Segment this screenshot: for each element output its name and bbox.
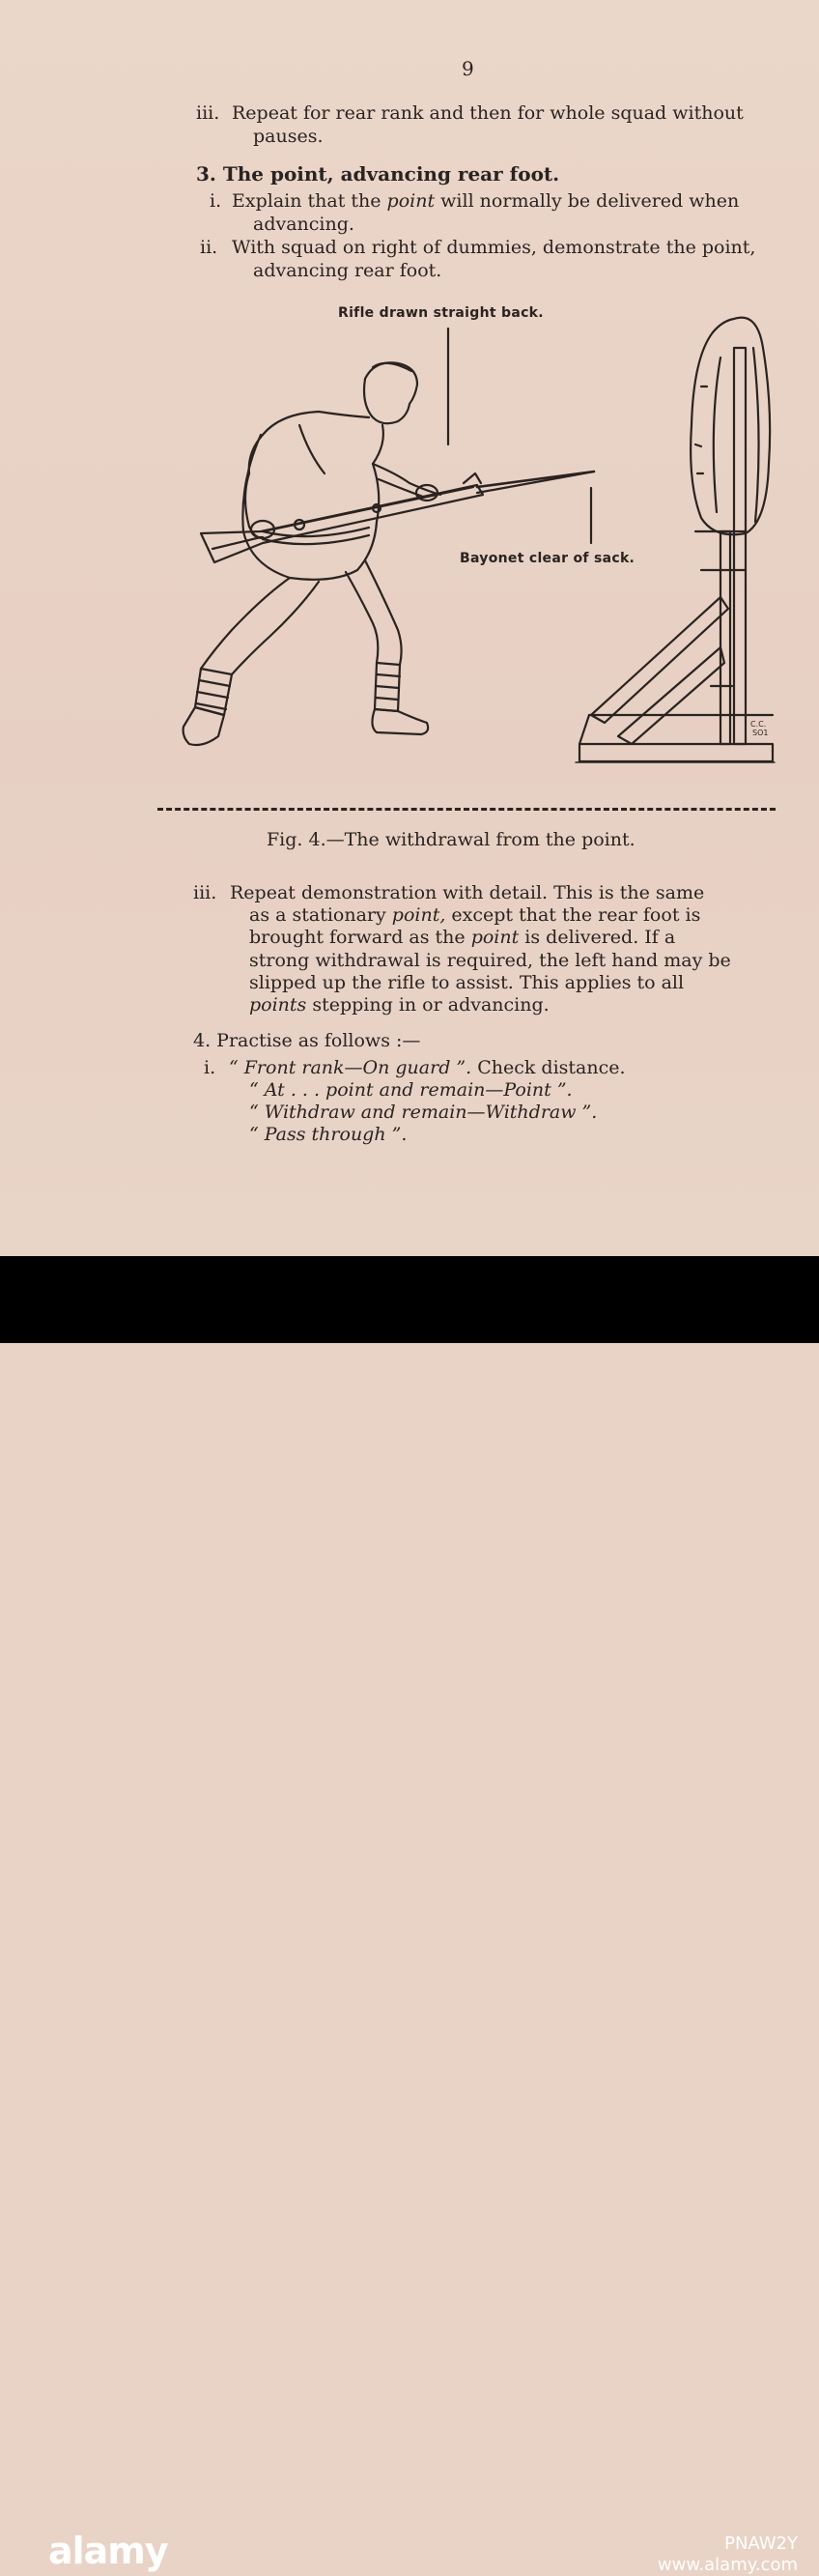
- image-id-block: [658, 2533, 798, 2576]
- intro-line-1: Repeat for rear rank and then for whole squad without: [232, 102, 744, 124]
- section-3-item-i-line-2: advancing.: [253, 214, 354, 235]
- document-page: [0, 0, 819, 1256]
- section-3-item-ii-marker: ii.: [200, 237, 218, 258]
- page-number: 9: [462, 57, 474, 80]
- alamy-logo: alamy: [48, 2530, 168, 2572]
- item-iii-line-5: slipped up the rifle to assist. This applies to all: [249, 972, 685, 993]
- intro-line-2: pauses.: [253, 126, 324, 147]
- bayonet-figure-illustration: [155, 290, 782, 792]
- command-pass-through: “ Pass through ”.: [249, 1124, 408, 1145]
- figure-caption: Fig. 4.—The withdrawal from the point.: [267, 829, 635, 850]
- intro-marker: iii.: [196, 102, 220, 124]
- section-3-item-ii-line-2: advancing rear foot.: [253, 260, 442, 281]
- item-iii-line-4: strong withdrawal is required, the left hand may be: [249, 950, 731, 971]
- watermark-footer: [0, 1256, 819, 2575]
- item-iii-line-3: brought forward as the point is delivered. If a: [249, 927, 676, 948]
- section-4-heading: 4. Practise as follows :—: [193, 1030, 421, 1051]
- image-id: PNAW2Y: [724, 2533, 798, 2554]
- item-iii-line-6: points stepping in or advancing.: [249, 994, 550, 1016]
- item-iii-marker: iii.: [193, 882, 217, 903]
- illustrator-initials: C.C. SO1: [750, 720, 769, 737]
- section-3-item-i-marker: i.: [210, 190, 222, 212]
- site-url: www.alamy.com: [657, 2555, 798, 2575]
- command-point: “ At . . . point and remain—Point ”.: [249, 1079, 573, 1101]
- figure-separator: [157, 808, 776, 811]
- item-iii-line-2: as a stationary point, except that the rear foot is: [249, 904, 701, 926]
- section-3-item-i-line-1: Explain that the point will normally be delivered when: [232, 190, 740, 212]
- label-rifle-drawn-back: Rifle drawn straight back.: [338, 305, 544, 321]
- command-withdraw: “ Withdraw and remain—Withdraw ”.: [249, 1102, 598, 1123]
- section-3-heading: 3. The point, advancing rear foot.: [196, 162, 560, 186]
- section-3-item-ii-line-1: With squad on right of dummies, demonstrate the point,: [232, 237, 756, 258]
- command-front-rank: “ Front rank—On guard ”. Check distance.: [229, 1057, 626, 1078]
- item-iii-line-1: Repeat demonstration with detail. This is the same: [230, 882, 705, 903]
- section-4-item-i-marker: i.: [204, 1057, 216, 1078]
- label-bayonet-clear: Bayonet clear of sack.: [460, 551, 635, 566]
